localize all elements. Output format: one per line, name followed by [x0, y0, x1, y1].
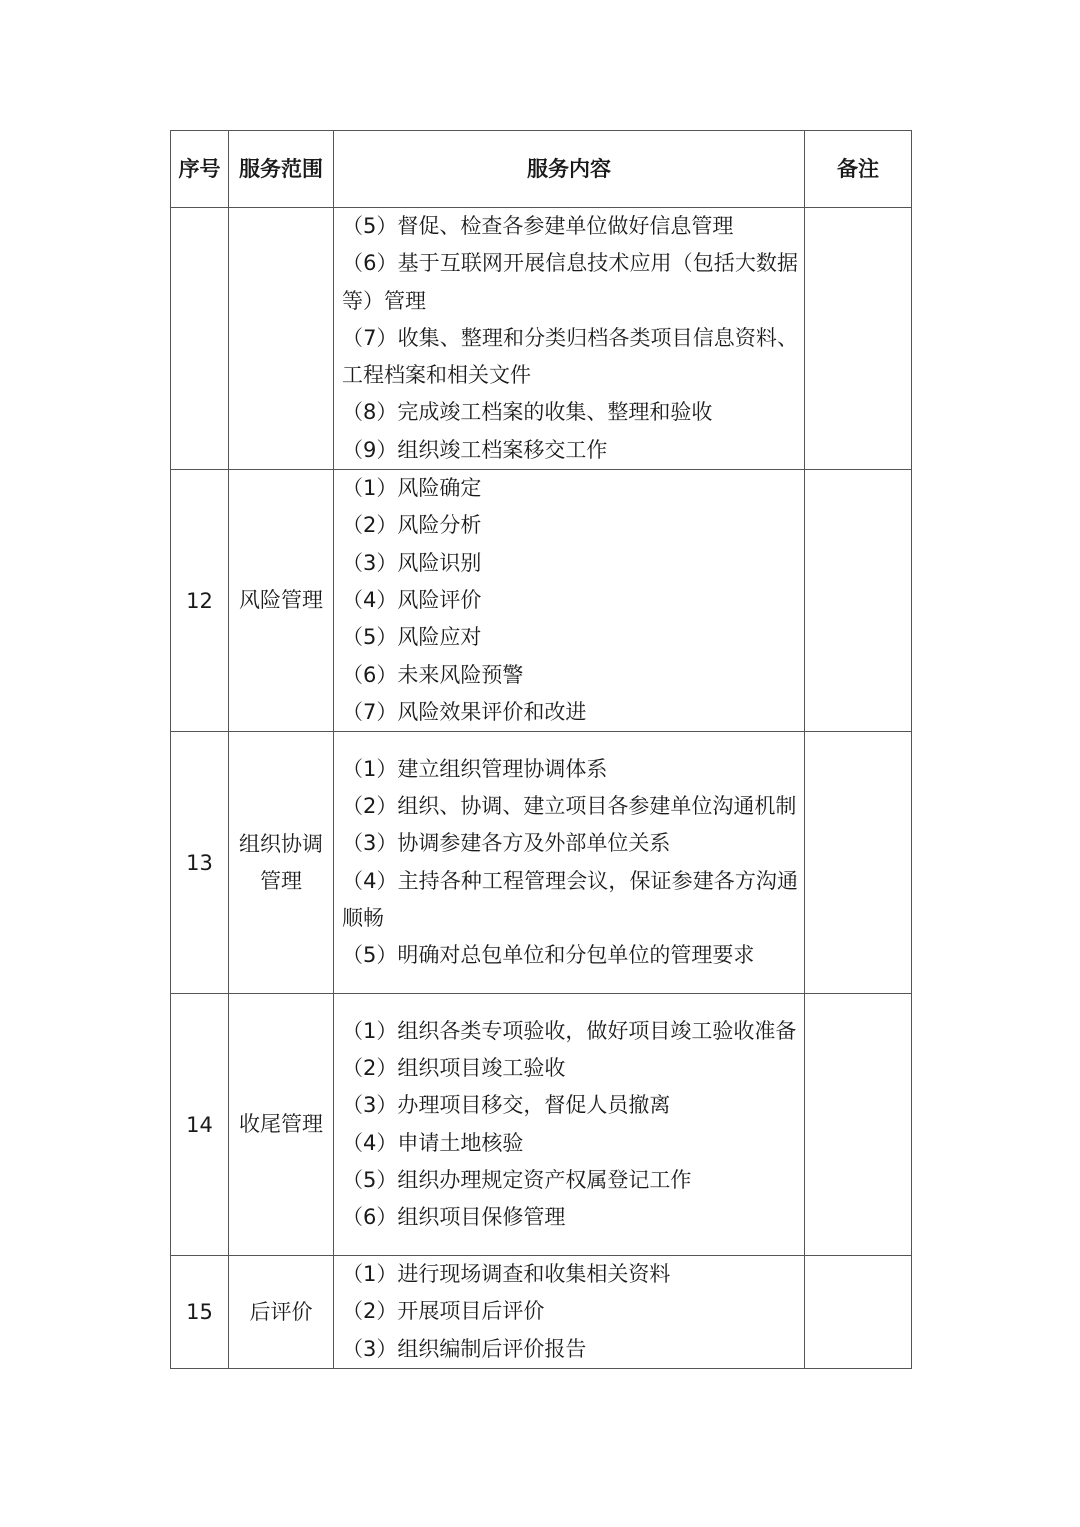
service-table [170, 130, 912, 1369]
content-item: （3）组织编制后评价报告 [342, 1336, 587, 1361]
content-item: （4）申请土地核验 [342, 1130, 524, 1155]
row-content [334, 470, 805, 732]
table-row [171, 470, 912, 732]
content-item: （2）风险分析 [342, 513, 482, 538]
row-number [171, 208, 229, 470]
content-item: （4）主持各种工程管理会议，保证参建各方沟通顺畅 [342, 868, 798, 930]
content-item: （6）基于互联网开展信息技术应用（包括大数据等）管理 [342, 251, 798, 313]
table-row [171, 994, 912, 1256]
content-item: （7）收集、整理和分类归档各类项目信息资料、工程档案和相关文件 [342, 325, 798, 388]
row-scope [229, 208, 334, 470]
row-scope: 后评价 [229, 1256, 334, 1369]
row-number: 13 [171, 732, 229, 994]
table-row [171, 1256, 912, 1369]
content-item: （2）开展项目后评价 [342, 1299, 545, 1324]
row-content [334, 732, 805, 994]
content-item: （1）进行现场调查和收集相关资料 [342, 1262, 671, 1287]
row-number: 15 [171, 1256, 229, 1369]
content-item: （4）风险评价 [342, 587, 482, 612]
content-item: （9）组织竣工档案移交工作 [342, 437, 608, 462]
content-item: （8）完成竣工档案的收集、整理和验收 [342, 400, 713, 425]
header-service-scope: 服务范围 [229, 131, 334, 208]
content-item: （5）风险应对 [342, 625, 482, 650]
row-note [805, 994, 912, 1256]
row-content [334, 208, 805, 470]
row-note [805, 732, 912, 994]
content-item: （1）组织各类专项验收，做好项目竣工验收准备 [342, 1018, 797, 1043]
content-item: （5）组织办理规定资产权属登记工作 [342, 1167, 692, 1192]
row-scope: 收尾管理 [229, 994, 334, 1256]
row-scope: 组织协调管理 [229, 732, 334, 994]
row-number: 14 [171, 994, 229, 1256]
header-service-content: 服务内容 [334, 131, 805, 208]
content-item: （2）组织项目竣工验收 [342, 1056, 566, 1081]
content-item: （1）风险确定 [342, 476, 482, 501]
row-scope: 风险管理 [229, 470, 334, 732]
row-note [805, 1256, 912, 1369]
header-remarks: 备注 [805, 131, 912, 208]
content-item: （6）未来风险预警 [342, 662, 524, 687]
row-content [334, 1256, 805, 1369]
content-item: （3）办理项目移交，督促人员撤离 [342, 1093, 671, 1118]
content-item: （1）建立组织管理协调体系 [342, 756, 608, 781]
content-item: （5）明确对总包单位和分包单位的管理要求 [342, 943, 755, 968]
row-content [334, 994, 805, 1256]
table-header-row [171, 131, 912, 208]
header-serial-number: 序号 [171, 131, 229, 208]
row-number: 12 [171, 470, 229, 732]
content-item: （3）协调参建各方及外部单位关系 [342, 831, 671, 856]
content-item: （5）督促、检查各参建单位做好信息管理 [342, 214, 734, 238]
table-row [171, 208, 912, 470]
content-item: （2）组织、协调、建立项目各参建单位沟通机制 [342, 794, 797, 819]
content-item: （6）组织项目保修管理 [342, 1205, 566, 1230]
row-note [805, 208, 912, 470]
content-item: （7）风险效果评价和改进 [342, 699, 587, 724]
content-item: （3）风险识别 [342, 550, 482, 575]
row-note [805, 470, 912, 732]
table-row [171, 732, 912, 994]
